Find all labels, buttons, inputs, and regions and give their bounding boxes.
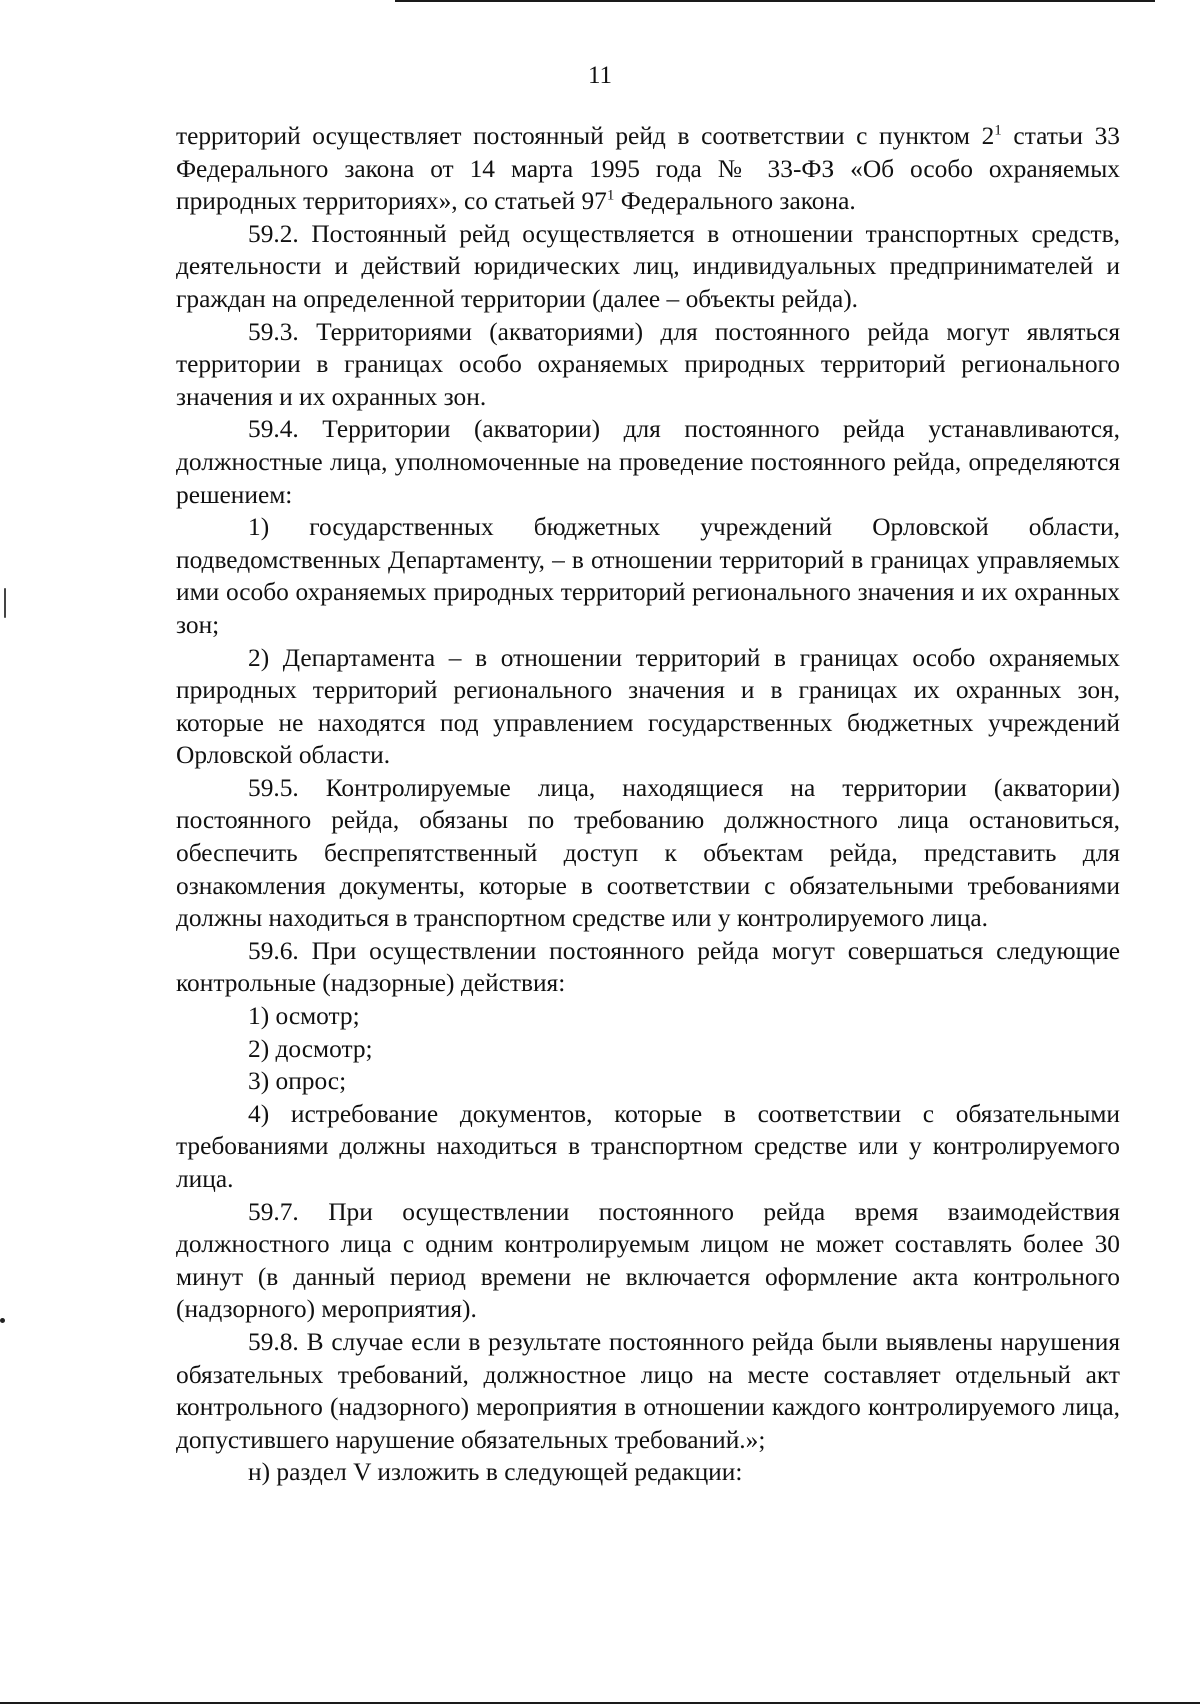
- paragraph-59-3: 59.3. Территориями (акваториями) для постоянного рейда могут являться территории в границах особо охраняемых природных территорий регионального значения и их охранных зон.: [176, 317, 1120, 411]
- paragraph-59-7: 59.7. При осуществлении постоянного рейда время взаимодействия должностного лица с одним контролируемым лицом не может составлять более 30 минут (в данный период времени не включается оформление акта контрольного (надзорного) мероприятия).: [176, 1197, 1120, 1324]
- superscript-1: 1: [994, 122, 1002, 139]
- intro-text-c: Федерального закона.: [614, 187, 856, 216]
- paragraph-59-8: 59.8. В случае если в результате постоянного рейда были выявлены нарушения обязательных требований, должностное лицо на месте составляет отдельный акт контрольного (надзорного) мероприятия в отношении каждого контролируемого лица, допустившего нарушение обязательных требований.»;: [176, 1327, 1120, 1454]
- paragraph-59-6-item-3: 3) опрос;: [248, 1067, 347, 1096]
- superscript-2: 1: [606, 187, 615, 204]
- page-number: 11: [587, 62, 613, 89]
- paragraph-59-2: 59.2. Постоянный рейд осуществляется в отношении транспортных средств, деятельности и действий юридических лиц, индивидуальных предпринимателей и граждан на определенной территории (далее – объекты рейда).: [176, 219, 1120, 313]
- paragraph-59-4-item-2: 2) Департамента – в отношении территорий в границах особо охраняемых природных территорий регионального значения и в границах их охранных зон, которые не находятся под управлением государственных бюджетных учреждений Орловской области.: [176, 643, 1120, 770]
- paragraph-59-4: 59.4. Территории (акватории) для постоянного рейда устанавливаются, должностные лица, уполномоченные на проведение постоянного рейда, определяются решением:: [176, 415, 1120, 509]
- paragraph-59-6: 59.6. При осуществлении постоянного рейда могут совершаться следующие контрольные (надзорные) действия:: [176, 936, 1120, 998]
- intro-text-b: статьи 33 Федерального закона от 14 марта 1995 года № 33-ФЗ «Об особо охраняемых природных территориях», со статьей 97: [176, 122, 1120, 216]
- paragraph-59-6-item-1: 1) осмотр;: [248, 1002, 360, 1031]
- paragraph-intro: [176, 120, 1120, 218]
- scan-speck: [0, 1318, 5, 1323]
- top-scan-edge: [395, 0, 1155, 2]
- paragraph-59-6-item-2: 2) досмотр;: [248, 1034, 373, 1063]
- paragraph-59-4-item-1: 1) государственных бюджетных учреждений Орловской области, подведомственных Департаменту, – в отношении территорий в границах управляемых ими особо охраняемых природных территорий регионального значения и их охранных зон;: [176, 513, 1120, 639]
- paragraph-59-6-item-4: 4) истребование документов, которые в соответствии с обязательными требованиями должны находиться в транспортном средстве или у контролируемого лица.: [176, 1099, 1120, 1193]
- intro-text-a: территорий осуществляет постоянный рейд в соответствии с пунктом 2: [176, 122, 995, 150]
- document-body: [176, 120, 1120, 1489]
- scan-speck: [4, 588, 6, 618]
- bottom-scan-edge: [0, 1702, 1200, 1704]
- paragraph-59-5: 59.5. Контролируемые лица, находящиеся на территории (акватории) постоянного рейда, обязаны по требованию должностного лица остановиться, обеспечить беспрепятственный доступ к объектам рейда, представить для ознакомления документы, которые в соответствии с обязательными требованиями должны находиться в транспортном средстве или у контролируемого лица.: [176, 773, 1120, 933]
- paragraph-n: н) раздел V изложить в следующей редакции:: [248, 1458, 743, 1487]
